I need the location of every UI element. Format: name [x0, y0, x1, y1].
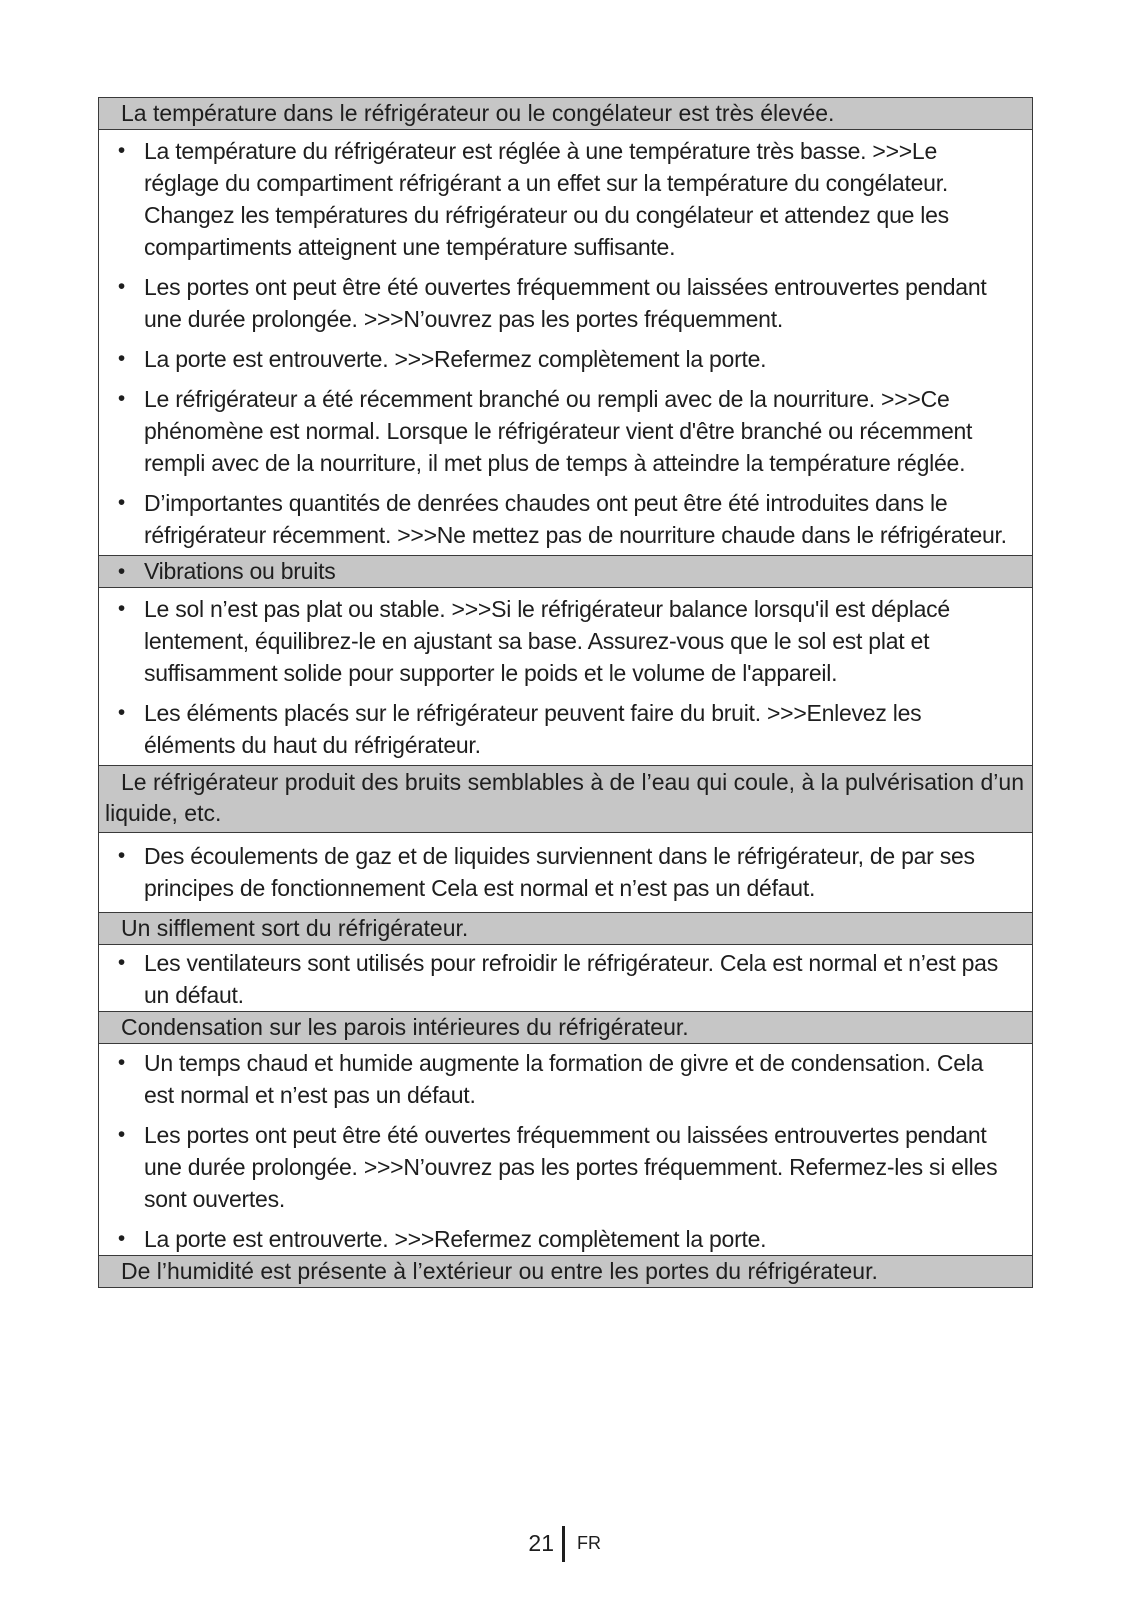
- section-flowing-water-noise: [99, 765, 1032, 912]
- section-header: Le réfrigérateur produit des bruits semblables à de l’eau qui coule, à la pulvérisation d’un liquide, etc.: [99, 766, 1032, 832]
- list-item: [99, 840, 1018, 904]
- section-header-text: Vibrations ou bruits: [144, 558, 336, 584]
- bullet-icon: •: [117, 560, 126, 583]
- section-high-temperature: [99, 98, 1032, 555]
- section-whistling: [99, 912, 1032, 1011]
- list-item: [99, 271, 1018, 335]
- list-item-text: D’importantes quantités de denrées chaudes ont peut être été introduites dans le réfrigérateur récemment. >>>Ne mettez pas de nourriture chaude dans le réfrigérateur.: [144, 490, 1007, 548]
- bullet-icon: •: [117, 491, 126, 514]
- list-item: [99, 697, 1018, 761]
- list-item: [99, 947, 1018, 1011]
- list-item: [99, 487, 1018, 551]
- section-items: [99, 129, 1032, 555]
- list-item-text: Le sol n’est pas plat ou stable. >>>Si le réfrigérateur balance lorsqu'il est déplacé lentement, équilibrez-le en ajustant sa base. Assurez-vous que le sol est plat et suffisamment solide pour supporter le poids et le volume de l'appareil.: [144, 596, 950, 686]
- bullet-icon: •: [117, 387, 126, 410]
- list-item-text: La porte est entrouverte. >>>Refermez complètement la porte.: [144, 1226, 767, 1252]
- section-header: [99, 556, 1032, 587]
- troubleshooting-table: [98, 97, 1033, 1288]
- language-code: FR: [577, 1533, 601, 1553]
- bullet-icon: •: [117, 701, 126, 724]
- list-item: [99, 383, 1018, 479]
- list-item: [99, 1223, 1018, 1255]
- list-item-text: Des écoulements de gaz et de liquides surviennent dans le réfrigérateur, de par ses principes de fonctionnement Cela est normal et n’est pas un défaut.: [144, 843, 975, 901]
- section-condensation: [99, 1011, 1032, 1255]
- section-header: De l’humidité est présente à l’extérieur ou entre les portes du réfrigérateur.: [99, 1256, 1032, 1287]
- bullet-icon: •: [117, 1051, 126, 1074]
- list-item-text: Les éléments placés sur le réfrigérateur peuvent faire du bruit. >>>Enlevez les éléments du haut du réfrigérateur.: [144, 700, 922, 758]
- bullet-icon: •: [117, 275, 126, 298]
- section-items: [99, 832, 1032, 912]
- bullet-icon: •: [117, 597, 126, 620]
- section-header: Condensation sur les parois intérieures du réfrigérateur.: [99, 1012, 1032, 1043]
- bullet-icon: •: [117, 1123, 126, 1146]
- list-item-text: Les portes ont peut être été ouvertes fréquemment ou laissées entrouvertes pendant une durée prolongée. >>>N’ouvrez pas les portes fréquemment. Refermez-les si elles sont ouvertes.: [144, 1122, 998, 1212]
- bullet-icon: •: [117, 139, 126, 162]
- list-item: [99, 1119, 1018, 1215]
- list-item-text: Le réfrigérateur a été récemment branché ou rempli avec de la nourriture. >>>Ce phénomène est normal. Lorsque le réfrigérateur vient d'être branché ou récemment rempli avec de la nourriture, il met plus de temps à atteindre la température réglée.: [144, 386, 973, 476]
- list-item: [99, 593, 1018, 689]
- section-items: [99, 1043, 1032, 1255]
- page-number: 21: [528, 1530, 554, 1556]
- list-item: [99, 135, 1018, 263]
- list-item-text: Un temps chaud et humide augmente la formation de givre et de condensation. Cela est normal et n’est pas un défaut.: [144, 1050, 984, 1108]
- page-footer: [0, 1526, 1128, 1566]
- section-items: [99, 587, 1032, 765]
- bullet-icon: •: [117, 1227, 126, 1250]
- list-item: [99, 1047, 1018, 1111]
- list-item-text: Les ventilateurs sont utilisés pour refroidir le réfrigérateur. Cela est normal et n’est pas un défaut.: [144, 950, 998, 1008]
- section-vibrations: [99, 555, 1032, 765]
- list-item: [99, 343, 1018, 375]
- footer-divider: [562, 1526, 565, 1562]
- section-items: [99, 944, 1032, 1011]
- section-header: Un sifflement sort du réfrigérateur.: [99, 913, 1032, 944]
- section-header: La température dans le réfrigérateur ou le congélateur est très élevée.: [99, 98, 1032, 129]
- list-item-text: Les portes ont peut être été ouvertes fréquemment ou laissées entrouvertes pendant une durée prolongée. >>>N’ouvrez pas les portes fréquemment.: [144, 274, 987, 332]
- bullet-icon: •: [117, 844, 126, 867]
- bullet-icon: •: [117, 347, 126, 370]
- list-item-text: La porte est entrouverte. >>>Refermez complètement la porte.: [144, 346, 767, 372]
- list-item-text: La température du réfrigérateur est réglée à une température très basse. >>>Le réglage du compartiment réfrigérant a un effet sur la température du congélateur. Changez les températures du réfrigérateur ou du congélateur et attendez que les compartiments atteignent une température suffisante.: [144, 138, 949, 260]
- section-humidity: [99, 1255, 1032, 1287]
- bullet-icon: •: [117, 951, 126, 974]
